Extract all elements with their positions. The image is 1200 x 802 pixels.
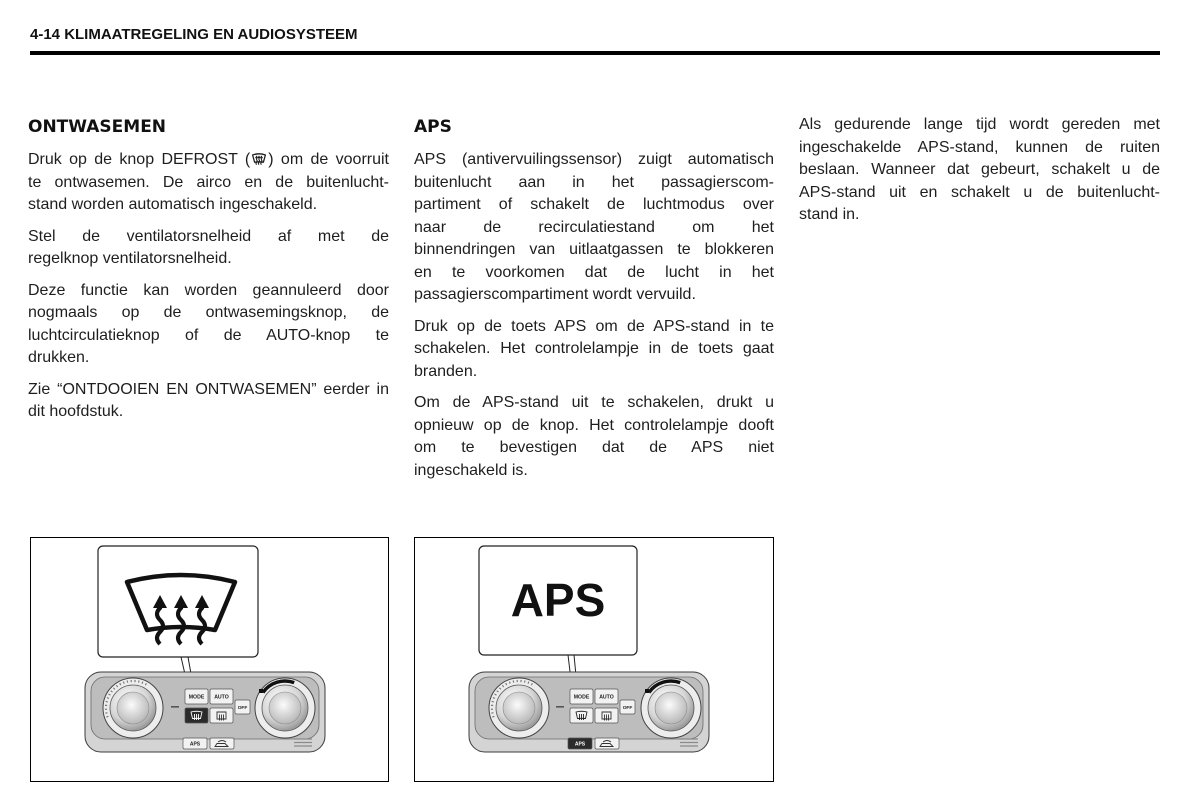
paragraph-line: om te bevestigen dat de APS niet xyxy=(414,439,774,456)
figure-aps xyxy=(414,537,774,782)
paragraph-line: Om de APS-stand uit te schakelen, drukt u xyxy=(414,394,774,411)
paragraph-line: stand in. xyxy=(799,206,860,223)
paragraph-line: dit hoofdstuk. xyxy=(28,403,124,420)
column-aps xyxy=(414,116,774,491)
paragraph-line: Zie “ONTDOOIEN EN ONTWASEMEN” eerder in xyxy=(28,380,389,398)
paragraph-line: en te voorkomen dat de lucht in het xyxy=(414,263,774,281)
figure-aps-illustration xyxy=(415,538,773,781)
paragraph xyxy=(28,379,389,424)
paragraph-line: te ontwasemen. De airco en de buitenlucht- xyxy=(28,173,389,191)
climate-control-panel xyxy=(85,672,325,752)
indicator-mark xyxy=(556,706,564,708)
section-heading: APS xyxy=(414,117,452,137)
mode-button xyxy=(570,689,593,704)
paragraph-line: APS (antivervuilingssensor) zuigt automatisch xyxy=(414,151,774,168)
paragraph-line: partiment of schakelt de luchtmodus over xyxy=(414,196,774,213)
aps-label: APS xyxy=(574,741,586,748)
auto-label: AUTO xyxy=(599,694,614,701)
aps-button xyxy=(568,738,592,749)
paragraph-line xyxy=(28,149,389,172)
indicator-mark xyxy=(171,706,179,708)
climate-control-panel xyxy=(469,672,709,752)
auto-button xyxy=(595,689,618,704)
paragraph-line: Druk op de toets APS om de APS-stand in te xyxy=(414,317,774,335)
section-body xyxy=(28,149,389,424)
recirculation-button xyxy=(210,738,234,749)
off-label: OFF xyxy=(622,706,633,711)
paragraph xyxy=(28,280,389,370)
defrost-icon xyxy=(251,152,267,166)
mode-button xyxy=(185,689,208,704)
paragraph-line: stand worden automatisch ingeschakeld. xyxy=(28,196,318,213)
paragraph-line: beslaan. Wanneer dat gebeurt, schakelt u de xyxy=(799,161,1160,178)
paragraph-line: passagierscompartiment wordt vervuild. xyxy=(414,286,696,303)
off-button xyxy=(620,700,635,714)
header-rule xyxy=(30,51,1160,55)
paragraph-line: Stel de ventilatorsnelheid af met de xyxy=(28,227,389,245)
aps-button xyxy=(183,738,207,749)
section-body xyxy=(414,149,774,482)
paragraph-line: ingeschakeld is. xyxy=(414,461,528,479)
paragraph-line: opnieuw op de knop. Het controlelampje dooft xyxy=(414,416,774,434)
paragraph-line: ingeschakelde APS-stand, kunnen de ruiten xyxy=(799,138,1160,156)
section-heading: ONTWASEMEN xyxy=(28,117,167,137)
paragraph-line: drukken. xyxy=(28,349,90,366)
recirculation-button xyxy=(595,738,619,749)
fan-speed-knob xyxy=(641,678,701,738)
figure-defrost-illustration xyxy=(31,538,388,781)
off-button xyxy=(235,700,250,714)
paragraph-line: buitenlucht aan in het passagierscom- xyxy=(414,173,774,191)
callout-aps-text: APS xyxy=(510,574,606,626)
paragraph xyxy=(414,316,774,384)
paragraph-line: binnendringen van uitlaatgassen te blokkeren xyxy=(414,241,774,258)
paragraph-line: branden. xyxy=(414,362,478,380)
mode-label: MODE xyxy=(573,694,590,701)
auto-label: AUTO xyxy=(214,694,229,701)
temperature-knob xyxy=(489,678,549,738)
paragraph-line: APS-stand uit en schakelt u de buitenlucht- xyxy=(799,183,1160,201)
paragraph-line: schakelen. Het controlelampje in de toets gaat xyxy=(414,340,774,357)
mode-label: MODE xyxy=(188,694,205,701)
fan-speed-knob xyxy=(255,678,315,738)
off-label: OFF xyxy=(237,706,248,711)
column-note xyxy=(799,114,1160,236)
figure-defrost xyxy=(30,537,389,782)
defrost-button xyxy=(570,708,593,723)
rear-defrost-button xyxy=(210,708,233,723)
paragraph xyxy=(414,392,774,482)
line-text: ) om de voorruit xyxy=(268,151,389,168)
paragraph-line: naar de recirculatiestand om het xyxy=(414,218,774,236)
paragraph xyxy=(28,226,389,271)
paragraph-line: luchtcirculatieknop of de AUTO-knop te xyxy=(28,326,389,344)
paragraph xyxy=(414,149,774,307)
defrost-button xyxy=(185,708,208,723)
aps-label: APS xyxy=(189,741,201,748)
line-text: Druk op de knop DEFROST ( xyxy=(28,151,251,168)
auto-button xyxy=(210,689,233,704)
paragraph-line: Deze functie kan worden geannuleerd door xyxy=(28,281,389,299)
paragraph-line: regelknop ventilatorsnelheid. xyxy=(28,250,232,267)
rear-defrost-button xyxy=(595,708,618,723)
paragraph-line: nogmaals op de ontwasemingsknop, de xyxy=(28,304,389,321)
column-ontwasemen xyxy=(28,116,389,433)
paragraph xyxy=(799,114,1160,227)
paragraph-line: Als gedurende lange tijd wordt gereden met xyxy=(799,116,1160,133)
temperature-knob xyxy=(103,678,163,738)
paragraph xyxy=(28,149,389,217)
page-header: 4-14 KLIMAATREGELING EN AUDIOSYSTEEM xyxy=(30,26,358,43)
